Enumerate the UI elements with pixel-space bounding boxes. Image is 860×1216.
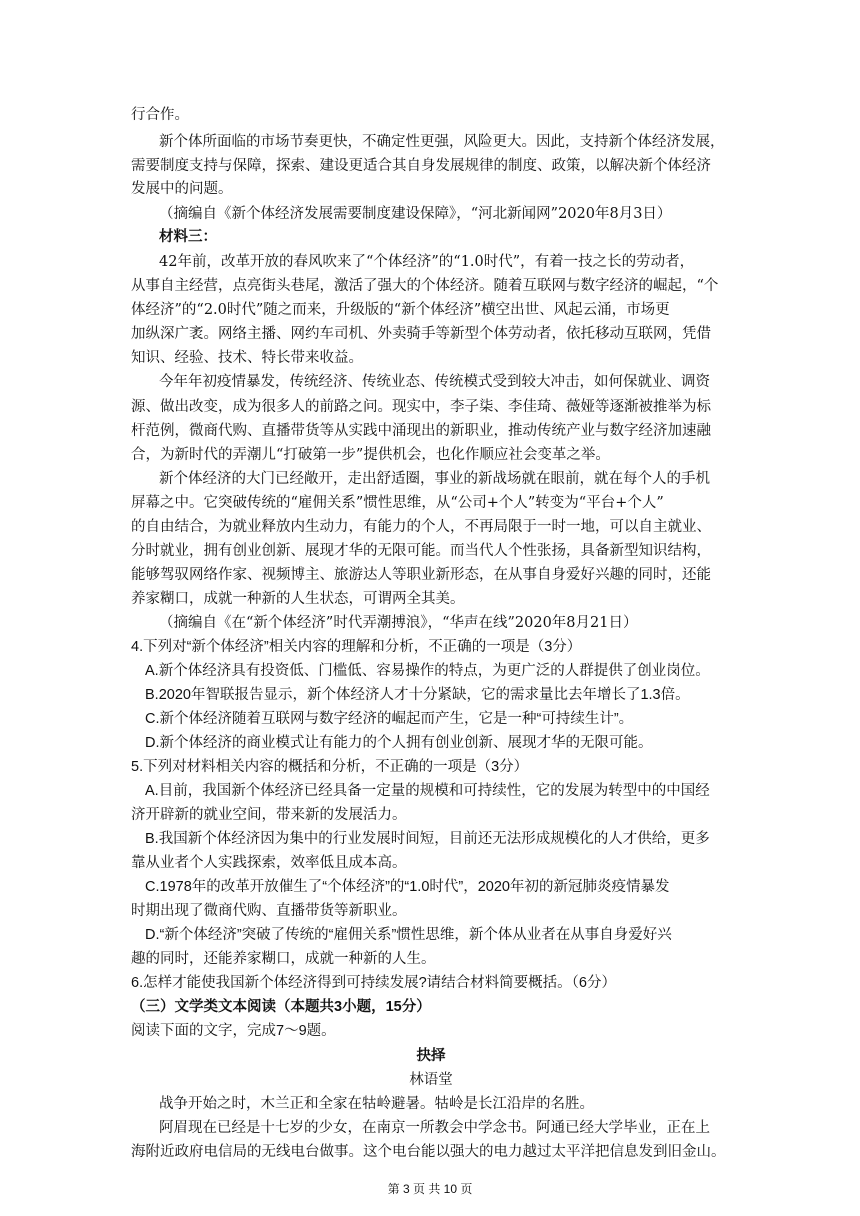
text-line: 需要制度支持与保障，探索、建设更适合其自身发展规律的制度、政策，以解决新个体经济 [131,158,711,174]
question-4: 4.下列对“新个体经济”相关内容的理解和分析，不正确的一项是（3分） [131,639,582,655]
text-line: 养家糊口，成就一种新的人生状态，可谓两全其美。 [131,591,465,607]
question-5-option-a-cont: 济开辟新的就业空间，带来新的发展活力。 [131,807,407,823]
source-citation: （摘编自《在“新个体经济”时代弄潮搏浪》，“华声在线”2020年8月21日） [159,615,638,631]
text-line: 发展中的问题。 [131,181,233,197]
text-line: 加纵深广袤。网络主播、网约车司机、外卖骑手等新型个体劳动者，依托移动互联网，凭借 [131,326,711,342]
question-5-option-b: B.我国新个体经济因为集中的行业发展时间短，目前还无法形成规模化的人才供给，更多 [145,831,710,847]
text-line: 新个体经济的大门已经敞开，走出舒适圈，事业的新战场就在眼前，就在每个人的手机 [159,471,710,487]
material-heading: 材料三： [159,229,217,245]
question-6: 6.怎样才能使我国新个体经济得到可持续发展?请结合材料简要概括。（6分） [131,975,616,991]
text-line: 源、做出改变，成为很多人的前路之问。现实中，李子柒、李佳琦、薇娅等逐渐被推举为标 [131,399,711,415]
text-line: 屏幕之中。它突破传统的“雇佣关系”惯性思维，从“公司+个人”转变为“平台+个人” [131,495,664,511]
text-line: 体经济”的“2.0时代”随之而来，升级版的“新个体经济”横空出世、风起云涌，市场更 [131,302,670,318]
question-5-option-b-cont: 靠从业者个人实践探索，效率低且成本高。 [131,855,407,871]
text-line: 杆范例，微商代购、直播带货等从实践中涌现出的新职业，推动传统产业与数字经济加速融 [131,423,711,439]
text-line: 今年年初疫情暴发，传统经济、传统业态、传统模式受到较大冲击，如何保就业、调资 [159,374,710,390]
text-line: 海附近政府电信局的无线电台做事。这个电台能以强大的电力越过太平洋把信息发到旧金山。 [131,1144,726,1160]
question-5-option-c: C.1978年的改革开放催生了“个体经济”的“1.0时代”，2020年初的新冠肺炎疫情暴发 [145,879,670,895]
question-5-option-d-cont: 趣的同时，还能养家糊口，成就一种新的人生。 [131,951,436,967]
text-line: 42年前，改革开放的春风吹来了“个体经济”的“1.0时代”，有着一技之长的劳动者， [159,254,695,270]
story-title: 抉择 [416,1048,446,1064]
question-5: 5.下列对材料相关内容的概括和分析，不正确的一项是（3分） [131,759,529,775]
text-line: 阿眉现在已经是十七岁的少女，在南京一所教会中学念书。阿通已经大学毕业，正在上 [159,1120,710,1136]
text-line: 知识、经验、技术、特长带来收益。 [131,350,363,366]
text-line: 从事自主经营，点亮街头巷尾，激活了强大的个体经济。随着互联网与数字经济的崛起，“个 [131,278,719,294]
text-line: 合，为新时代的弄潮儿“打破第一步”提供机会，也化作顺应社会变革之举。 [131,447,610,463]
question-4-option-b: B.2020年智联报告显示，新个体经济人才十分紧缺，它的需求量比去年增长了1.3倍。 [145,687,690,703]
text-line: 能够驾驭网络作家、视频博主、旅游达人等职业新形态，在从事自身爱好兴趣的同时，还能 [131,567,711,583]
source-citation: （摘编自《新个体经济发展需要制度建设保障》，“河北新闻网”2020年8月3日） [159,206,672,222]
question-4-option-d: D.新个体经济的商业模式让有能力的个人拥有创业创新、展现才华的无限可能。 [145,735,653,751]
page-footer: 第 3 页 共 10 页 [387,1182,473,1196]
question-4-option-a: A.新个体经济具有投资低、门槛低、容易操作的特点，为更广泛的人群提供了创业岗位。 [145,663,710,679]
text-line: 新个体所面临的市场节奏更快，不确定性更强，风险更大。因此，支持新个体经济发展， [159,134,725,150]
question-5-option-d: D.“新个体经济”突破了传统的“雇佣关系”惯性思维，新个体从业者在从事自身爱好兴 [145,927,672,943]
text-line: 行合作。 [131,107,189,123]
question-5-option-c-cont: 时期出现了微商代购、直播带货等新职业。 [131,903,407,919]
text-line: 战争开始之时，木兰正和全家在牯岭避暑。牯岭是长江沿岸的名胜。 [159,1096,594,1112]
story-author: 林语堂 [409,1072,453,1088]
section-heading: （三）文学类文本阅读（本题共3小题，15分） [131,999,431,1015]
question-5-option-a: A.目前，我国新个体经济已经具备一定量的规模和可持续性，它的发展为转型中的中国经 [145,783,710,799]
instruction: 阅读下面的文字，完成7～9题。 [131,1023,336,1039]
text-line: 的自由结合，为就业释放内生动力，有能力的个人，不再局限于一时一地，可以自主就业、 [131,519,711,535]
question-4-option-c: C.新个体经济随着互联网与数字经济的崛起而产生，它是一种“可持续生计”。 [145,711,634,727]
text-line: 分时就业，拥有创业创新、展现才华的无限可能。而当代人个性张扬，具备新型知识结构， [131,543,711,559]
